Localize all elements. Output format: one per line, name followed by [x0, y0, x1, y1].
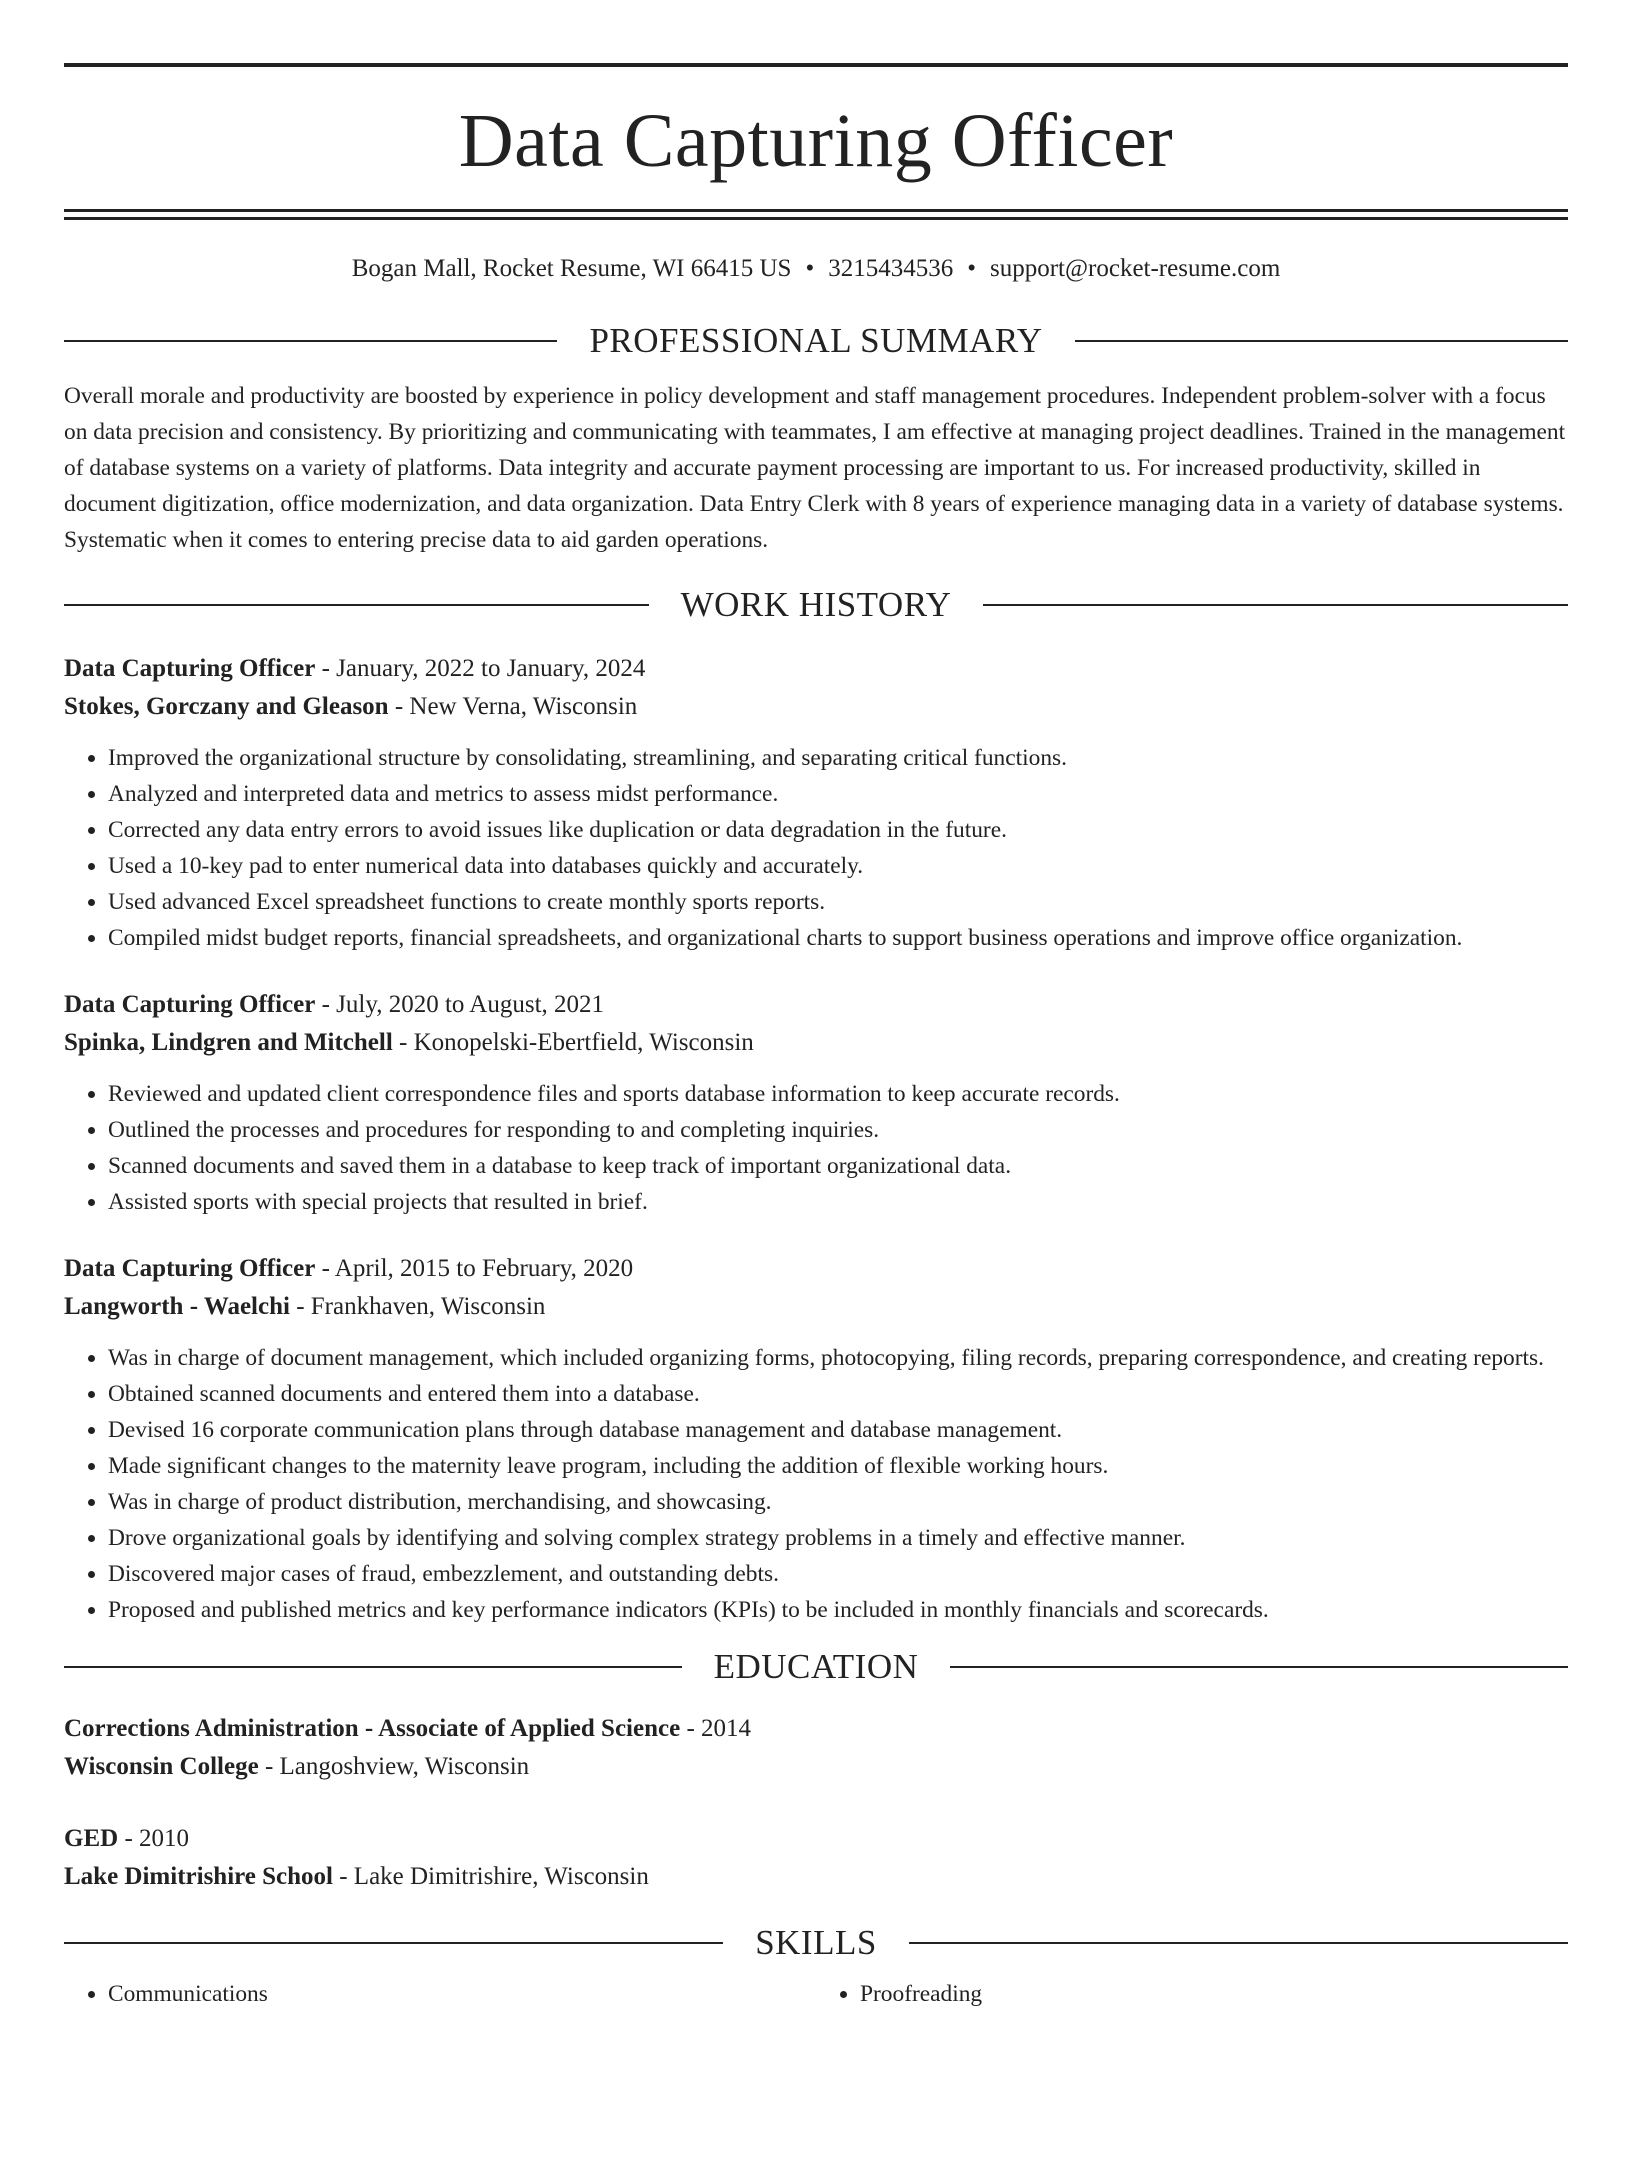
section-header-summary: [64, 320, 1568, 362]
job-title-line: [64, 986, 1568, 1024]
education-location: - Langoshview, Wisconsin: [258, 1753, 530, 1780]
section-rule: [983, 604, 1568, 606]
education-school: Wisconsin College: [64, 1753, 259, 1780]
job-company-line: [64, 688, 1568, 726]
list-item: • Was in charge of product distribution, merchandising, and showcasing.: [108, 1484, 1568, 1520]
job-title: Data Capturing Officer: [64, 1255, 316, 1282]
section-rule: [64, 604, 649, 606]
job-location: - Konopelski-Ebertfield, Wisconsin: [392, 1029, 754, 1056]
section-header-work: [64, 584, 1568, 626]
education-school-line: [64, 1858, 1568, 1896]
job-bullets: [64, 1340, 1568, 1628]
education-degree: GED: [64, 1825, 119, 1852]
skills-grid: [64, 1976, 1568, 2012]
list-item: • Used a 10-key pad to enter numerical data into databases quickly and accurately.: [108, 848, 1568, 884]
job-bullets: [64, 1076, 1568, 1220]
job-entry: [64, 986, 1568, 1220]
job-company-line: [64, 1024, 1568, 1062]
education-degree: Corrections Administration - Associate of Applied Science: [64, 1715, 681, 1742]
resume-title: Data Capturing Officer: [458, 99, 1174, 183]
list-item: • Outlined the processes and procedures for responding to and completing inquiries.: [108, 1112, 1568, 1148]
list-item: • Discovered major cases of fraud, embezzlement, and outstanding debts.: [108, 1556, 1568, 1592]
resume-page: [0, 63, 1632, 2175]
section-rule: [64, 340, 557, 342]
list-item: • Obtained scanned documents and entered them into a database.: [108, 1376, 1568, 1412]
title-double-rule: [64, 209, 1568, 220]
job-location: - New Verna, Wisconsin: [388, 693, 638, 720]
list-item: • Used advanced Excel spreadsheet functions to create monthly sports reports.: [108, 884, 1568, 920]
education-school-line: [64, 1748, 1568, 1786]
section-title: WORK HISTORY: [680, 585, 952, 624]
list-item: • Made significant changes to the maternity leave program, including the addition of flexible working hours.: [108, 1448, 1568, 1484]
job-entry: [64, 650, 1568, 956]
list-item: • Scanned documents and saved them in a database to keep track of important organizational data.: [108, 1148, 1568, 1184]
section-title: PROFESSIONAL SUMMARY: [589, 321, 1043, 360]
job-company-line: [64, 1288, 1568, 1326]
education-school: Lake Dimitrishire School: [64, 1863, 333, 1890]
list-item: • Drove organizational goals by identifying and solving complex strategy problems in a timely and effective manner.: [108, 1520, 1568, 1556]
job-title: Data Capturing Officer: [64, 655, 316, 682]
education-degree-line: [64, 1820, 1568, 1858]
contact-separator: •: [967, 255, 976, 282]
section-title: EDUCATION: [713, 1647, 919, 1686]
list-item: • Improved the organizational structure by consolidating, streamlining, and separating critical functions.: [108, 740, 1568, 776]
section-title: SKILLS: [755, 1923, 877, 1962]
list-item: • Assisted sports with special projects that resulted in brief.: [108, 1184, 1568, 1220]
top-rule: [64, 63, 1568, 67]
skills-column-right: [816, 1976, 1568, 2012]
job-company: Langworth - Waelchi: [64, 1293, 290, 1320]
job-bullets: [64, 740, 1568, 956]
list-item: • Devised 16 corporate communication plans through database management and database management.: [108, 1412, 1568, 1448]
list-item: • Corrected any data entry errors to avoid issues like duplication or data degradation in the future.: [108, 812, 1568, 848]
job-title-line: [64, 1250, 1568, 1288]
education-entry: [64, 1710, 1568, 1786]
job-dates: - July, 2020 to August, 2021: [315, 991, 605, 1018]
section-rule: [64, 1666, 682, 1668]
section-rule: [950, 1666, 1568, 1668]
education-degree-line: [64, 1710, 1568, 1748]
section-header-skills: [64, 1922, 1568, 1964]
section-rule: [1075, 340, 1568, 342]
list-item: • Analyzed and interpreted data and metrics to assess midst performance.: [108, 776, 1568, 812]
job-dates: - January, 2022 to January, 2024: [315, 655, 646, 682]
education-entry: [64, 1820, 1568, 1896]
education-location: - Lake Dimitrishire, Wisconsin: [332, 1863, 649, 1890]
job-dates: - April, 2015 to February, 2020: [315, 1255, 634, 1282]
section-rule: [64, 1942, 723, 1944]
skill-item: • Communications: [108, 1976, 816, 2012]
job-title: Data Capturing Officer: [64, 991, 316, 1018]
contact-email: support@rocket-resume.com: [990, 255, 1281, 282]
job-title-line: [64, 650, 1568, 688]
education-year: - 2010: [118, 1825, 190, 1852]
list-item: • Reviewed and updated client correspondence files and sports database information to keep accurate records.: [108, 1076, 1568, 1112]
list-item: • Was in charge of document management, which included organizing forms, photocopying, filing records, preparing correspondence, and creating reports.: [108, 1340, 1568, 1376]
education-year: - 2014: [680, 1715, 752, 1742]
summary-text: Overall morale and productivity are boosted by experience in policy development and staff management procedures. Independent problem-solver with a focus on data precision and consistency. By prioritizing and communicating with teammates, I am effective at managing project deadlines. Trained in the management of database systems on a variety of platforms. Data integrity and accurate payment processing are important to us. For increased productivity, skilled in document digitization, office modernization, and data organization. Data Entry Clerk with 8 years of experience managing data in a variety of database systems. Systematic when it comes to entering precise data to aid garden operations.: [64, 383, 1566, 553]
section-header-education: [64, 1646, 1568, 1688]
job-company: Stokes, Gorczany and Gleason: [64, 693, 389, 720]
contact-separator: •: [805, 255, 815, 282]
section-rule: [909, 1942, 1568, 1944]
job-entry: [64, 1250, 1568, 1628]
skill-item: • Proofreading: [860, 1976, 1568, 2012]
contact-line: [64, 254, 1568, 284]
list-item: • Compiled midst budget reports, financial spreadsheets, and organizational charts to support business operations and improve office organization.: [108, 920, 1568, 956]
skills-column-left: [64, 1976, 816, 2012]
contact-phone: 3215434536: [828, 255, 954, 282]
list-item: • Proposed and published metrics and key performance indicators (KPIs) to be included in monthly financials and scorecards.: [108, 1592, 1568, 1628]
job-company: Spinka, Lindgren and Mitchell: [64, 1029, 393, 1056]
contact-address: Bogan Mall, Rocket Resume, WI 66415 US: [351, 255, 792, 282]
job-location: - Frankhaven, Wisconsin: [289, 1293, 546, 1320]
